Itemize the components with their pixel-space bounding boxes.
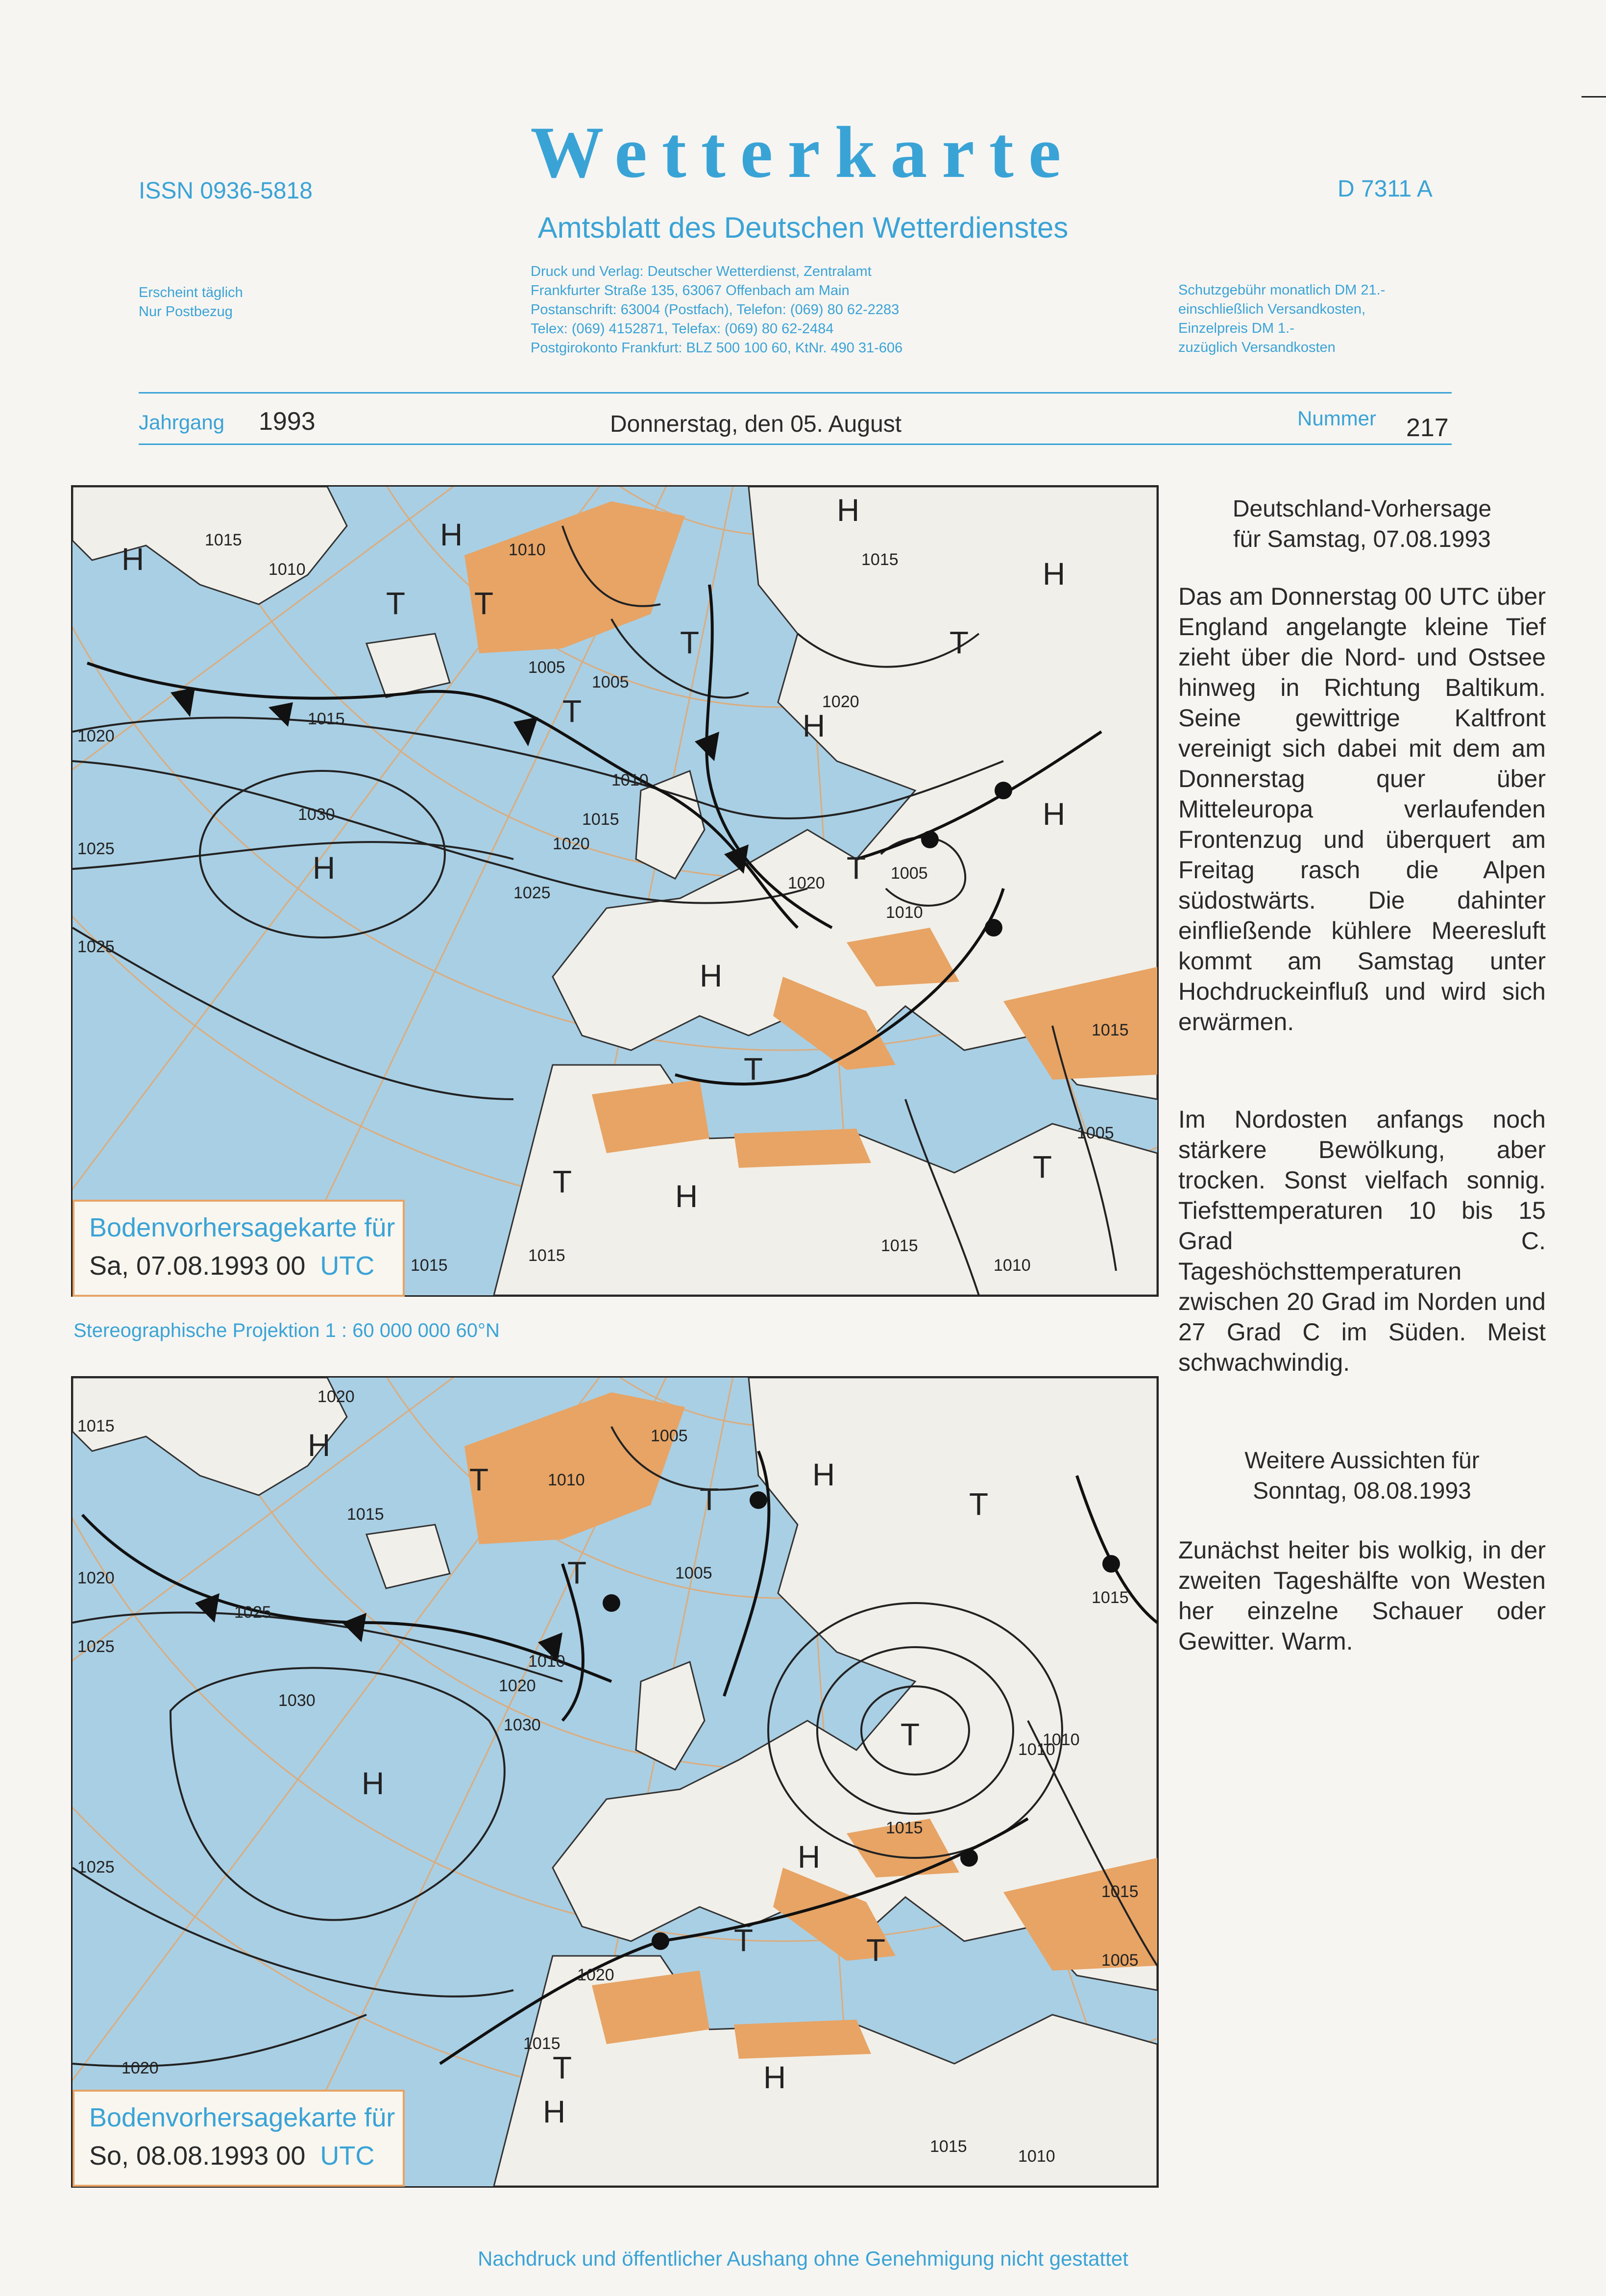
- map-caption-saturday: [73, 1200, 405, 1297]
- isobar-label: 1010: [1043, 1730, 1080, 1749]
- isobar-label: 1020: [788, 874, 825, 892]
- masthead-subtitle: Amtsblatt des Deutschen Wetterdienstes: [537, 211, 1069, 244]
- footer-copyright-note: Nachdruck und öffentlicher Aushang ohne Genehmigung nicht gestattet: [478, 2247, 1128, 2270]
- weather-map-sunday: [71, 1376, 1159, 2188]
- low-symbol: T: [700, 1481, 719, 1517]
- low-symbol: T: [744, 1051, 763, 1086]
- weather-map-saturday-svg: [73, 487, 1157, 1295]
- low-symbol: T: [469, 1462, 489, 1497]
- low-symbol: T: [680, 625, 700, 660]
- low-symbol: T: [847, 850, 866, 886]
- high-symbol: H: [362, 1766, 385, 1801]
- isobar-label: 1030: [278, 1691, 316, 1710]
- isobar-label: 1015: [582, 810, 619, 829]
- isobar-label: 1015: [308, 710, 345, 728]
- isobar-label: 1010: [1018, 2147, 1055, 2166]
- isobar-label: 1015: [411, 1256, 448, 1275]
- low-symbol: T: [553, 2050, 572, 2085]
- isobar-label: 1020: [77, 727, 115, 745]
- high-symbol: H: [1043, 556, 1066, 592]
- high-symbol: H: [700, 958, 723, 993]
- high-symbol: H: [812, 1457, 835, 1492]
- isobar-label: 1020: [822, 692, 859, 711]
- issue-number-label: Nummer: [1297, 407, 1377, 430]
- isobar-label: 1025: [77, 1637, 115, 1656]
- isobar-label: 1015: [881, 1236, 918, 1255]
- isobar-label: 1015: [1092, 1588, 1129, 1607]
- volume-value: 1993: [259, 407, 316, 436]
- isobar-label: 1010: [509, 541, 546, 559]
- price-info-line: einschließlich Versandkosten,: [1178, 301, 1366, 317]
- high-symbol: H: [1043, 796, 1066, 832]
- isobar-label: 1010: [1018, 1740, 1055, 1759]
- isobar-label: 1015: [861, 550, 899, 569]
- isobar-label: 1015: [347, 1505, 384, 1524]
- isobar-label: 1005: [891, 864, 928, 883]
- isobar-label: 1030: [504, 1716, 541, 1734]
- low-symbol: T: [474, 586, 494, 621]
- header-rule-bottom: [139, 444, 1452, 445]
- low-symbol: T: [567, 1555, 587, 1590]
- postal-code: D 7311 A: [1338, 176, 1433, 202]
- low-symbol: T: [734, 1923, 754, 1958]
- issn-number: ISSN 0936-5818: [139, 178, 313, 204]
- map-caption-title: Bodenvorhersagekarte für: [89, 2103, 395, 2132]
- isobar-label: 1005: [528, 658, 565, 677]
- high-symbol: H: [675, 1179, 698, 1214]
- weather-map-sunday-svg: [73, 1378, 1157, 2186]
- isobar-label: 1005: [675, 1564, 712, 1582]
- publication-note-line: Erscheint täglich: [139, 285, 243, 300]
- isobar-label: 1005: [1101, 1951, 1139, 1970]
- forecast-heading-line: Weitere Aussichten für: [1244, 1448, 1480, 1474]
- volume-label: Jahrgang: [139, 411, 225, 434]
- map-caption-date: [89, 1251, 374, 1281]
- forecast-heading-line: Sonntag, 08.08.1993: [1253, 1478, 1471, 1504]
- page-edge-mark: [1582, 96, 1606, 98]
- isobar-label: 1015: [930, 2137, 967, 2156]
- low-symbol: T: [562, 693, 582, 729]
- high-symbol: H: [837, 493, 860, 528]
- isobar-label: 1015: [886, 1819, 923, 1837]
- high-symbol: H: [763, 2060, 786, 2095]
- isobar-label: 1025: [77, 1858, 115, 1876]
- price-info-line: Einzelpreis DM 1.-: [1178, 321, 1294, 336]
- low-symbol: T: [553, 1164, 572, 1199]
- publisher-info-line: Postanschrift: 63004 (Postfach), Telefon: (069) 80 62-2283: [531, 302, 900, 318]
- forecast-heading-sunday: [1178, 1446, 1546, 1506]
- map-caption-date-text: Sa, 07.08.1993 00: [89, 1251, 306, 1281]
- publisher-info-line: Druck und Verlag: Deutscher Wetterdienst, Zentralamt: [531, 264, 872, 279]
- isobar-label: 1015: [1092, 1021, 1129, 1039]
- publisher-info-line: Frankfurter Straße 135, 63067 Offenbach am Main: [531, 283, 850, 298]
- isobar-label: 1015: [528, 1246, 565, 1265]
- masthead-title: Wetterkarte: [530, 112, 1076, 193]
- isobar-label: 1015: [1101, 1882, 1139, 1901]
- isobar-label: 1010: [528, 1652, 565, 1671]
- price-info-line: zuzüglich Versandkosten: [1178, 340, 1336, 355]
- isobar-label: 1010: [268, 560, 306, 579]
- low-symbol: T: [1033, 1149, 1052, 1185]
- isobar-label: 1010: [548, 1471, 585, 1489]
- low-symbol: T: [949, 625, 969, 660]
- low-symbol: T: [386, 586, 406, 621]
- low-symbol: T: [969, 1486, 989, 1522]
- isobar-label: 1010: [994, 1256, 1031, 1275]
- price-info-line: Schutzgebühr monatlich DM 21.-: [1178, 282, 1386, 298]
- low-symbol: T: [900, 1717, 920, 1752]
- high-symbol: H: [440, 517, 463, 552]
- isobar-label: 1015: [77, 1417, 115, 1435]
- map-caption-date: [89, 2141, 374, 2171]
- header-rule-top: [139, 392, 1452, 394]
- isobar-label: 1020: [122, 2059, 159, 2077]
- high-symbol: H: [543, 2094, 566, 2129]
- map-caption-title: Bodenvorhersagekarte für: [89, 1213, 395, 1242]
- forecast-paragraph-details: Im Nordosten anfangs noch stärkere Bewölkung, aber trocken. Sonst vielfach sonnig. Tiefsttemperaturen 10 bis 15 Grad C. Tageshöchsttemperaturen zwischen 20 Grad im Norden und 27 Grad C im Süden. Meist schwachwindig.: [1178, 1106, 1546, 1376]
- isobar-label: 1015: [205, 531, 242, 549]
- low-symbol: T: [866, 1932, 886, 1968]
- forecast-heading-line: Deutschland-Vorhersage: [1232, 496, 1492, 522]
- isobar-label: 1010: [886, 903, 923, 922]
- forecast-heading-saturday: [1178, 494, 1546, 555]
- map-caption-sunday: [73, 2090, 405, 2187]
- isobar-label: 1025: [77, 839, 115, 858]
- isobar-label: 1015: [523, 2034, 560, 2053]
- map-caption-utc: UTC: [320, 2141, 375, 2171]
- isobar-label: 1005: [592, 673, 629, 691]
- high-symbol: H: [308, 1428, 331, 1463]
- high-symbol: H: [122, 542, 145, 577]
- isobar-label: 1020: [317, 1387, 355, 1406]
- isobar-label: 1020: [499, 1677, 536, 1695]
- isobar-label: 1020: [77, 1569, 115, 1587]
- isobar-label: 1025: [234, 1603, 271, 1622]
- isobar-label: 1010: [611, 771, 649, 790]
- publication-note: [139, 283, 243, 321]
- forecast-paragraph-synopsis: Das am Donnerstag 00 UTC über England angelangte kleine Tief zieht über die Nord- und Ostsee hinweg in Richtung Baltikum. Seine gewittrige Kaltfront vereinigt sich dabei mit dem am Donnerstag quer über Mitteleuropa verlaufenden Frontenzug und überquert am Freitag rasch die Alpen südostwärts. Die dahinter einfließende kühlere Meeresluft kommt am Samstag unter Hochdruckeinfluß und wird sich erwärmen.: [1178, 583, 1546, 1036]
- weather-map-saturday: [71, 485, 1159, 1297]
- issue-number: 217: [1406, 414, 1449, 442]
- high-symbol: H: [313, 850, 336, 886]
- isobar-label: 1025: [77, 938, 115, 956]
- isobar-label: 1030: [298, 805, 335, 824]
- isobar-label: 1020: [577, 1966, 614, 1984]
- publisher-info: [531, 262, 902, 358]
- forecast-paragraph-outlook: Zunächst heiter bis wolkig, in der zweiten Tageshälfte von Westen her einzelne Schauer oder Gewitter. Warm.: [1178, 1536, 1546, 1655]
- map-caption-date-text: So, 08.08.1993 00: [89, 2141, 306, 2171]
- isobar-label: 1025: [513, 884, 551, 902]
- issue-date: Donnerstag, den 05. August: [610, 411, 902, 437]
- publisher-info-line: Telex: (069) 4152871, Telefax: (069) 80 62-2484: [531, 321, 834, 337]
- projection-note: Stereographische Projektion 1 : 60 000 000 60°N: [73, 1320, 500, 1341]
- isobar-label: 1005: [1077, 1124, 1114, 1142]
- publisher-info-line: Postgirokonto Frankfurt: BLZ 500 100 60, KtNr. 490 31-606: [531, 340, 903, 356]
- high-symbol: H: [803, 708, 826, 743]
- map-caption-utc: UTC: [320, 1251, 375, 1281]
- isobar-label: 1020: [553, 835, 590, 853]
- isobar-label: 1005: [651, 1427, 688, 1445]
- high-symbol: H: [798, 1839, 821, 1875]
- price-info: [1178, 281, 1385, 357]
- publication-note-line: Nur Postbezug: [139, 304, 233, 320]
- forecast-heading-line: für Samstag, 07.08.1993: [1233, 526, 1491, 552]
